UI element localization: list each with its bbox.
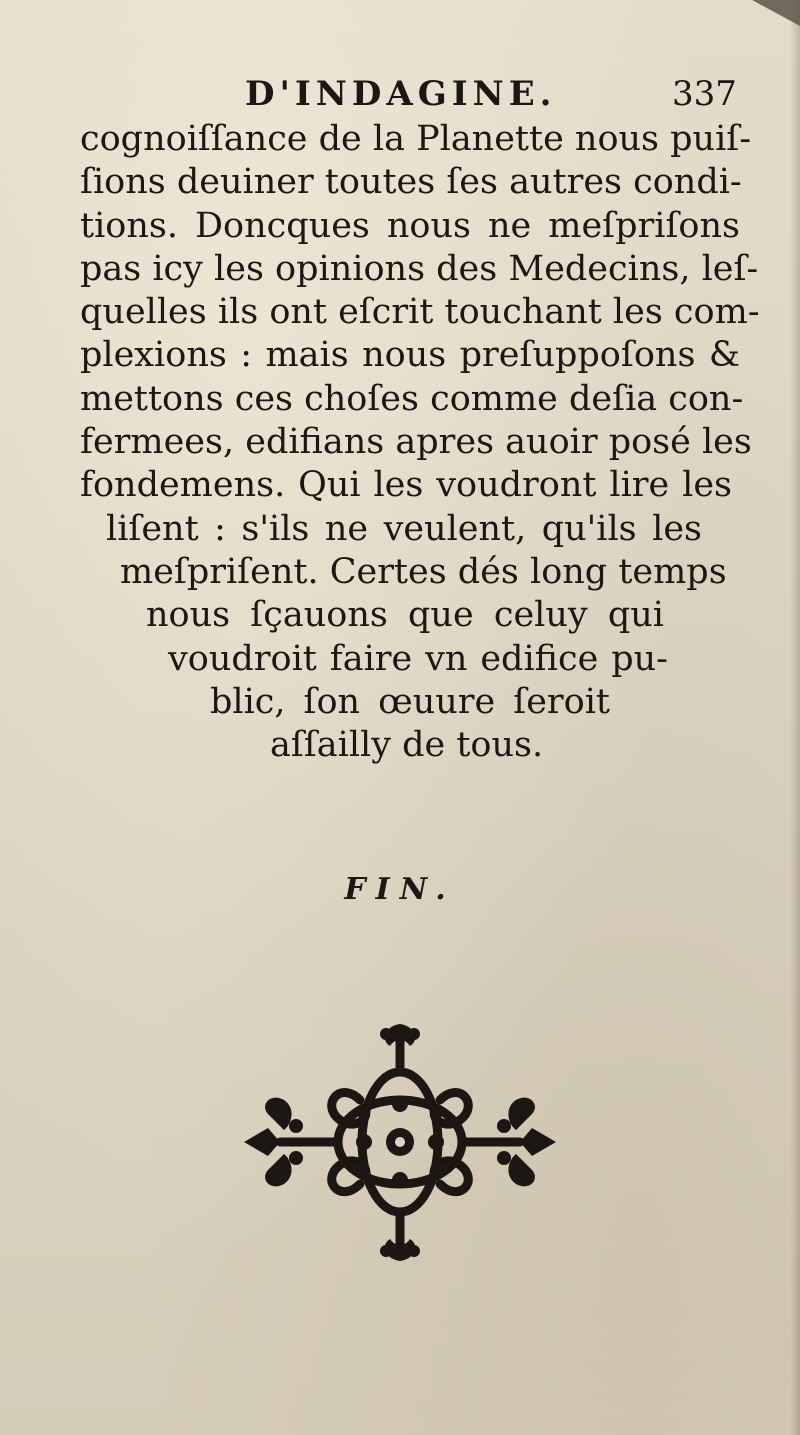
text-line: tions. Doncques nous ne meſpriſons: [80, 205, 740, 246]
body-text: [80, 118, 760, 767]
text-line: plexions : mais nous preſuppoſons &: [80, 335, 740, 376]
text-line: meſpriſent. Certes dés long temps: [120, 551, 727, 592]
text-line: liſent : s'ils ne veulent, qu'ils les: [106, 508, 702, 549]
page-corner: [752, 0, 800, 26]
text-line: nous ſçauons que celuy qui: [146, 595, 664, 636]
text-line: fermees, edifians apres auoir posé les: [80, 422, 752, 463]
text-line: quelles ils ont eſcrit touchant les com-: [80, 292, 760, 333]
text-line: fondemens. Qui les voudront lire les: [80, 465, 732, 506]
fleuron-ornament-icon: [240, 1020, 560, 1265]
text-line: aſſailly de tous.: [270, 725, 544, 766]
text-line: cognoiſſance de la Planette nous puiſ-: [80, 119, 752, 159]
page-header: [0, 70, 800, 120]
running-head: D'INDAGINE.: [245, 74, 557, 114]
page-edge-shadow: [790, 0, 800, 1435]
fin-label: FIN.: [344, 872, 456, 907]
text-line: ſions deuiner toutes ſes autres condi-: [80, 162, 742, 203]
text-line: mettons ces choſes comme deſia con-: [80, 378, 744, 419]
page-number: 337: [672, 74, 737, 114]
text-line: pas icy les opinions des Medecins, leſ-: [80, 248, 759, 289]
text-line: blic, ſon œuure ſeroit: [210, 681, 610, 722]
text-line: voudroit faire vn edifice pu-: [168, 638, 668, 679]
